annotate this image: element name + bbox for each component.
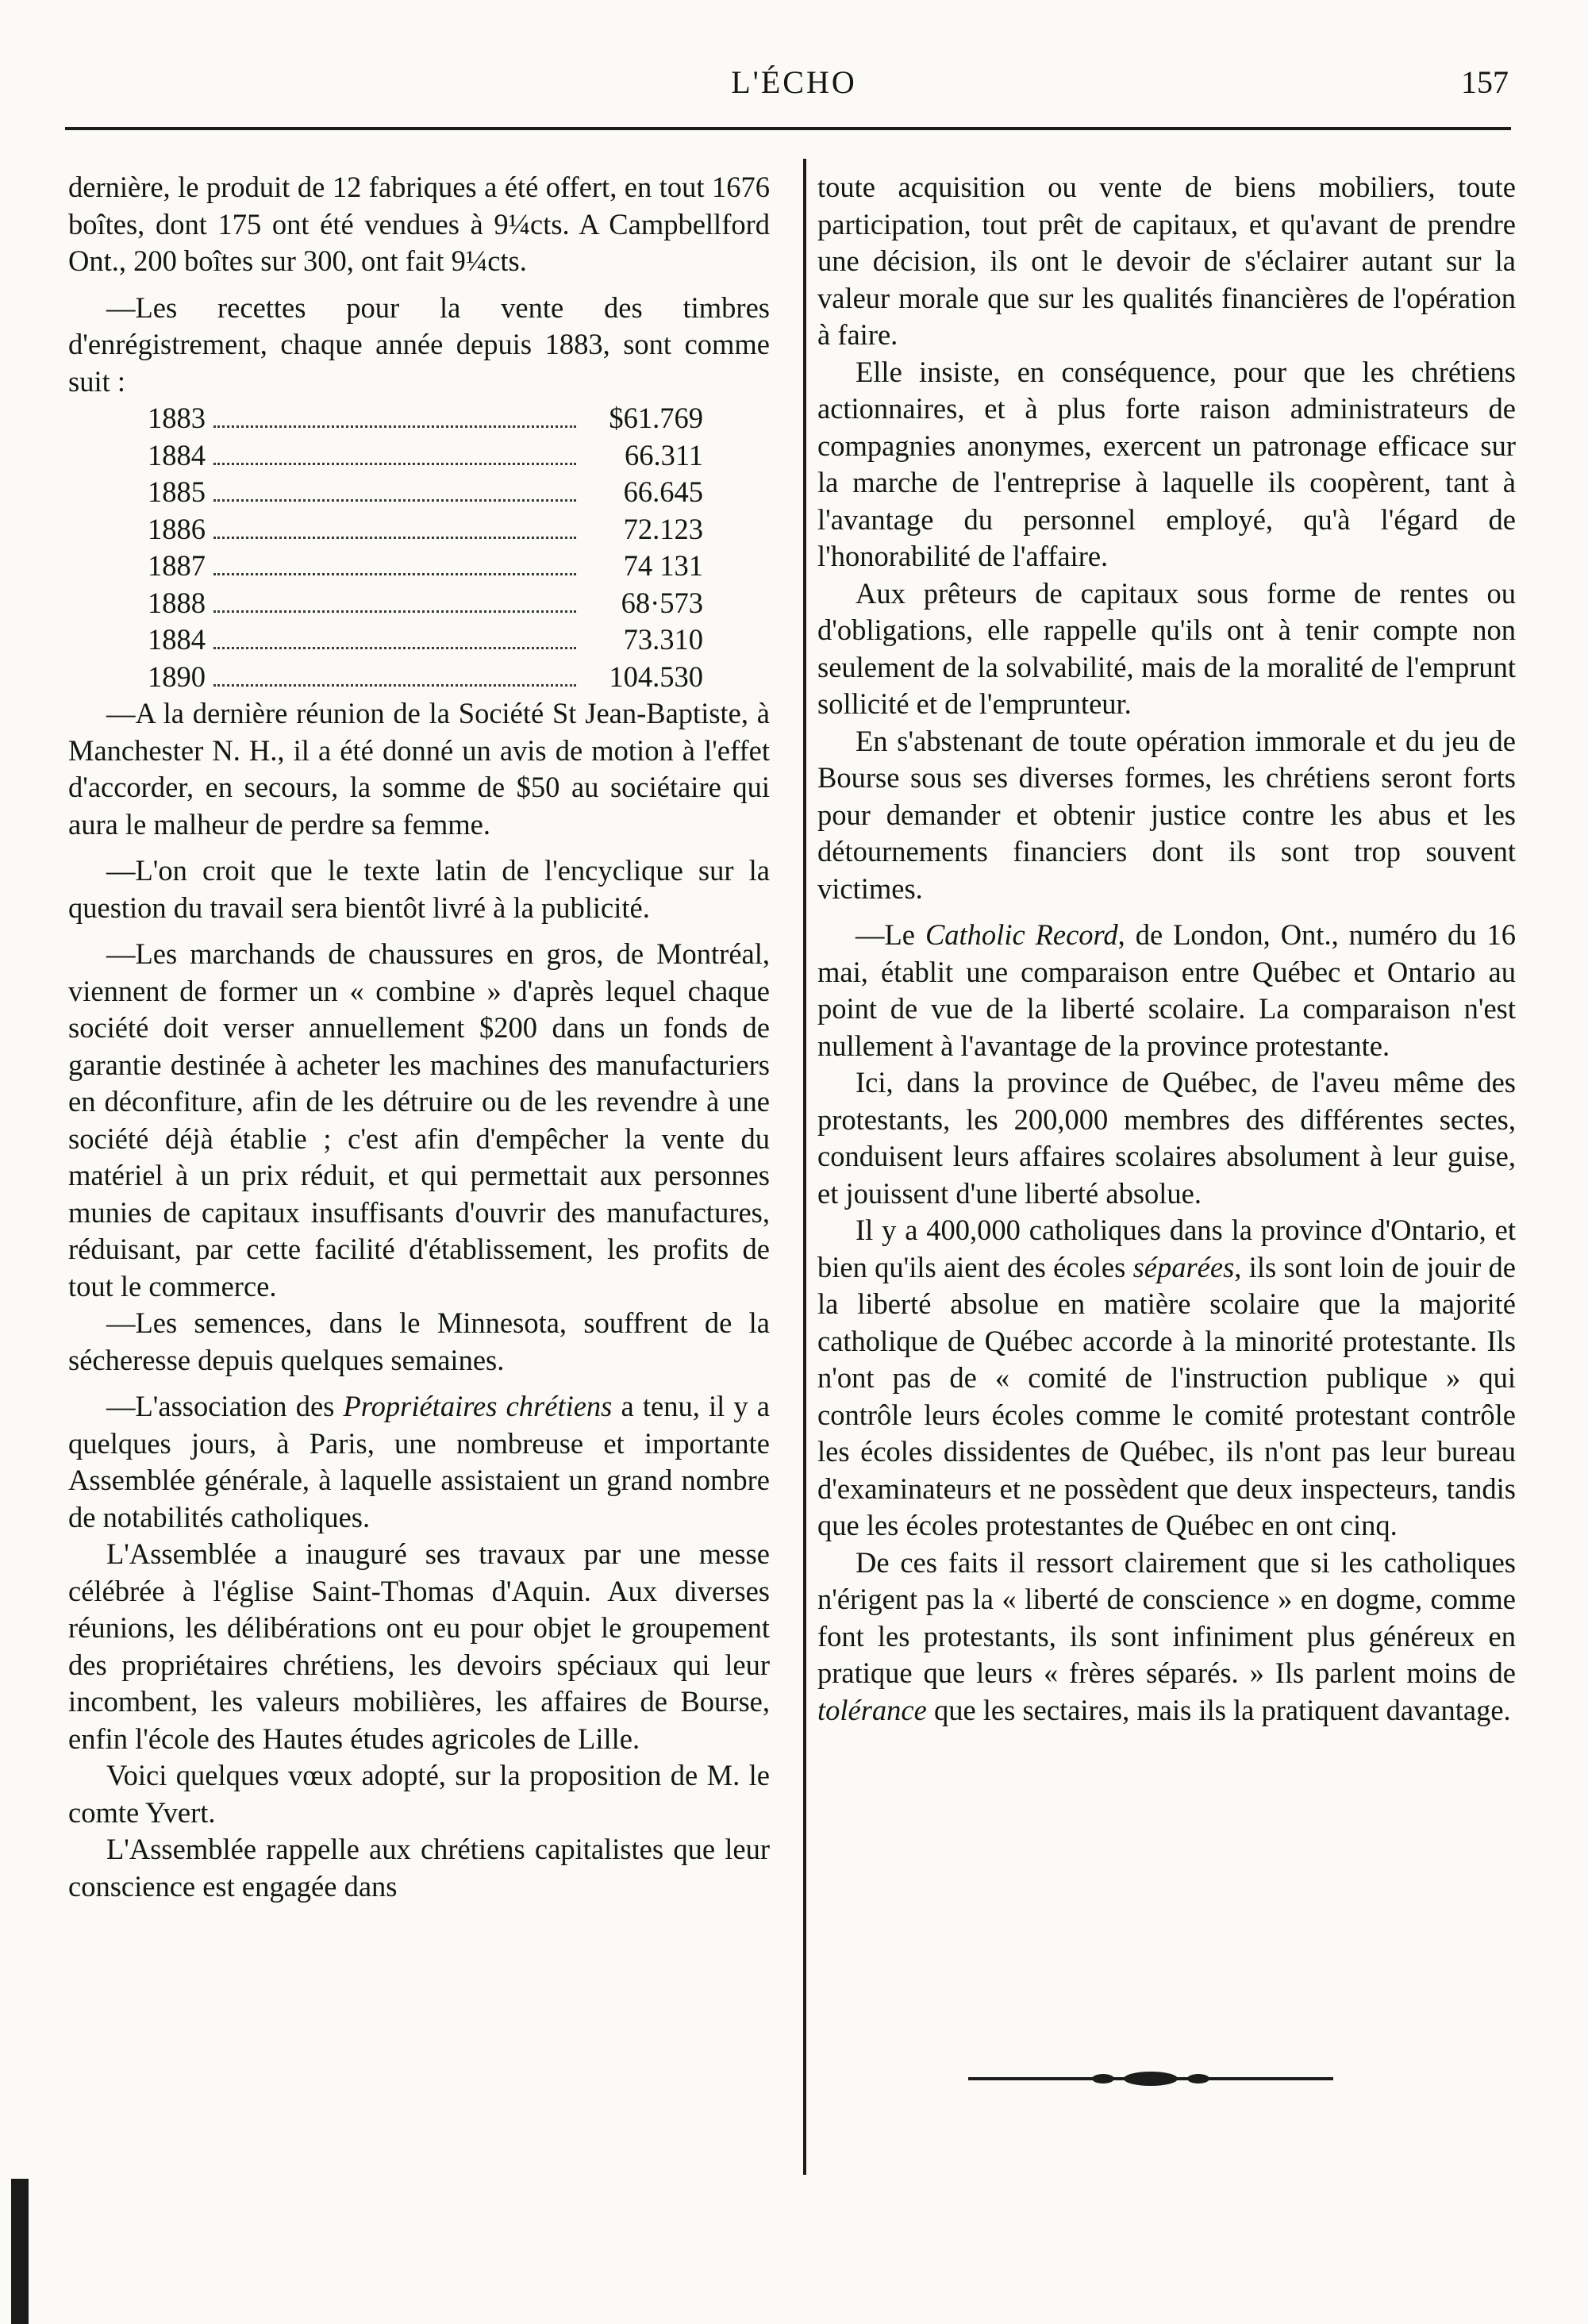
receipt-year: 1884 <box>148 438 206 471</box>
paragraph: —L'on croit que le texte latin de l'encyclique sur la question du travail sera bientôt livré à la publicité. <box>68 854 770 924</box>
receipt-year: 1887 <box>148 549 206 582</box>
paragraph: —Les recettes pour la vente des timbres d'enrégistrement, chaque année depuis 1883, sont comme suit : <box>68 290 770 398</box>
receipt-amount: 72.123 <box>623 512 703 545</box>
paragraph-text: a tenu, il y a quelques jours, à Paris, une nombreuse et importante Assemblée générale, à laquelle assistaient un grand nombre de notabilités catholiques. <box>68 1390 770 1533</box>
dot-leader <box>213 425 576 428</box>
receipt-row <box>148 437 703 475</box>
paragraph: toute acquisition ou vente de biens mobiliers, toute participation, tout prêt de capitaux, et qu'avant de prendre une décision, ils ont le devoir de s'éclairer autant sur la valeur morale que sur les qualités financières de l'opération à faire. <box>817 171 1516 351</box>
italic-word: séparées <box>1132 1250 1235 1283</box>
paragraph-text: , de London, Ont., numéro du 16 mai, établit une comparaison entre Québec et Ontario au point de vue de la liberté scolaire. La comparaison n'est nullement à l'avantage de la province protestante. <box>817 918 1516 1062</box>
page-number: 157 <box>1461 64 1509 100</box>
receipt-year: 1883 <box>148 402 206 434</box>
dot-leader <box>213 610 576 613</box>
receipt-year: 1886 <box>148 512 206 545</box>
column-divider <box>803 159 806 2175</box>
paragraph <box>817 917 1516 1064</box>
paragraph: Elle insiste, en conséquence, pour que les chrétiens actionnaires, et à plus forte raison administrateurs de compagnies anonymes, exercent un patronage efficace sur la marche de l'entreprise à laquelle ils coopèrent, tant à l'avantage du personnel employé, qu'à l'égard de l'honorabilité de l'affaire. <box>817 355 1516 572</box>
paragraph-text: que les sectaires, mais ils la pratiquent davantage. <box>926 1693 1511 1726</box>
dot-leader <box>213 684 576 687</box>
dot-leader <box>213 573 576 575</box>
running-title: L'ÉCHO <box>731 64 857 100</box>
paragraph: dernière, le produit de 12 fabriques a été offert, en tout 1676 boîtes, dont 175 ont été vendues à 9¼cts. A Campbellford Ont., 200 boîtes sur 300, ont fait 9¼cts. <box>68 171 770 277</box>
dot-leader <box>213 499 576 502</box>
receipt-year: 1885 <box>148 475 206 508</box>
receipt-amount: $61.769 <box>609 402 703 434</box>
receipt-year: 1884 <box>148 623 206 656</box>
receipts-table <box>148 400 703 695</box>
receipt-row <box>148 511 703 548</box>
paragraph <box>68 1388 770 1536</box>
paragraph: L'Assemblée rappelle aux chrétiens capitalistes que leur conscience est engagée dans <box>68 1833 770 1903</box>
paragraph: Voici quelques vœux adopté, sur la proposition de M. le comte Yvert. <box>68 1759 770 1829</box>
italic-title: Propriétaires chrétiens <box>343 1390 613 1422</box>
receipt-amount: 66.311 <box>624 438 703 471</box>
receipt-year: 1888 <box>148 586 206 619</box>
right-column <box>817 169 1516 1729</box>
receipt-amount: 74 131 <box>623 549 703 582</box>
receipt-row <box>148 548 703 585</box>
italic-word: tolérance <box>817 1693 927 1726</box>
paragraph: Aux prêteurs de capitaux sous forme de rentes ou d'obligations, elle rappelle qu'ils ont à tenir compte non seulement de la solvabilité, mais de la moralité de l'emprunt sollicité et de l'emprunteur. <box>817 576 1516 720</box>
receipt-row <box>148 659 703 696</box>
header-rule <box>65 127 1511 130</box>
paragraph-text: —L'association des <box>106 1390 344 1422</box>
paragraph: En s'abstenant de toute opération immorale et du jeu de Bourse sous ses diverses formes, les chrétiens seront forts pour demander et obtenir justice contre les abus et les détournements financiers dont ils sont trop souvent victimes. <box>817 724 1516 905</box>
receipt-year: 1890 <box>148 660 206 693</box>
receipt-amount: 73.310 <box>623 623 703 656</box>
dot-leader <box>213 463 576 465</box>
paragraph: L'Assemblée a inauguré ses travaux par une messe célébrée à l'église Saint-Thomas d'Aquin. Aux diverses réunions, les délibérations ont eu pour objet le groupement des propriétaires chrétiens, les devoirs spéciaux qui leur incombent, les valeurs mobilières, les affaires de Bourse, enfin l'école des Hautes études agricoles de Lille. <box>68 1537 770 1755</box>
paragraph-text: —Le <box>856 918 925 951</box>
paragraph-text: De ces faits il ressort clairement que si les catholiques n'érigent pas la « liberté de conscience » en dogme, comme font les protestants, ils sont infiniment plus généreux en pratique que leurs « frères séparés. » Ils parlent moins de <box>817 1545 1516 1689</box>
receipt-row <box>148 400 703 437</box>
paragraph: —Les marchands de chaussures en gros, de Montréal, viennent de former un « combine » d'après lequel chaque société doit verser annuellement $200 dans un fonds de garantie destinée à acheter les machines des manufacturiers en déconfiture, afin de les détruire ou de les revendre à une société déjà établie ; c'est afin d'empêcher la vente du matériel à un prix réduit, et qui permettait aux personnes munies de capitaux insuffisants d'ouvrir des manufactures, réduisant, par cette facilité d'établissement, les profits de tout le commerce. <box>68 937 770 1302</box>
paragraph <box>817 1212 1516 1545</box>
receipt-row <box>148 474 703 511</box>
dot-leader <box>213 647 576 649</box>
paragraph-text: , ils sont loin de jouir de la liberté absolue en matière scolaire que la majorité catholique de Québec accorde à la minorité protestante. Ils n'ont pas de « comité de l'instruction publique » qui contrôle leurs écoles comme le comité protestant contrôle les écoles dissidentes de Québec, ils n'ont pas leur bureau d'examinateurs et ne possèdent que deux inspecteurs, tandis que les écoles protestantes de Québec en ont cinq. <box>817 1250 1516 1541</box>
scan-edge-mark <box>11 2179 29 2324</box>
paragraph-text: Il y a 400,000 catholiques dans la province d'Ontario, et bien qu'ils aient des écoles <box>817 1214 1516 1283</box>
receipt-amount: 66.645 <box>623 475 703 508</box>
dot-leader <box>213 537 576 539</box>
italic-title: Catholic Record <box>925 918 1118 951</box>
paragraph: Ici, dans la province de Québec, de l'aveu même des protestants, les 200,000 membres des différentes sectes, conduisent leurs affaires scolaires absolument à leur guise, et jouissent d'une liberté absolue. <box>817 1066 1516 1210</box>
receipt-row <box>148 621 703 659</box>
end-ornament <box>960 2067 1341 2091</box>
paragraph: —Les semences, dans le Minnesota, souffrent de la sécheresse depuis quelques semaines. <box>68 1306 770 1376</box>
receipt-amount: 104.530 <box>609 660 703 693</box>
left-column <box>68 169 770 1905</box>
receipt-amount: 68·573 <box>621 586 703 619</box>
receipt-row <box>148 585 703 622</box>
paragraph: —A la dernière réunion de la Société St Jean-Baptiste, à Manchester N. H., il a été donné un avis de motion à l'effet d'accorder, en secours, la somme de $50 au sociétaire qui aura le malheur de perdre sa femme. <box>68 697 770 841</box>
paragraph <box>817 1545 1516 1730</box>
